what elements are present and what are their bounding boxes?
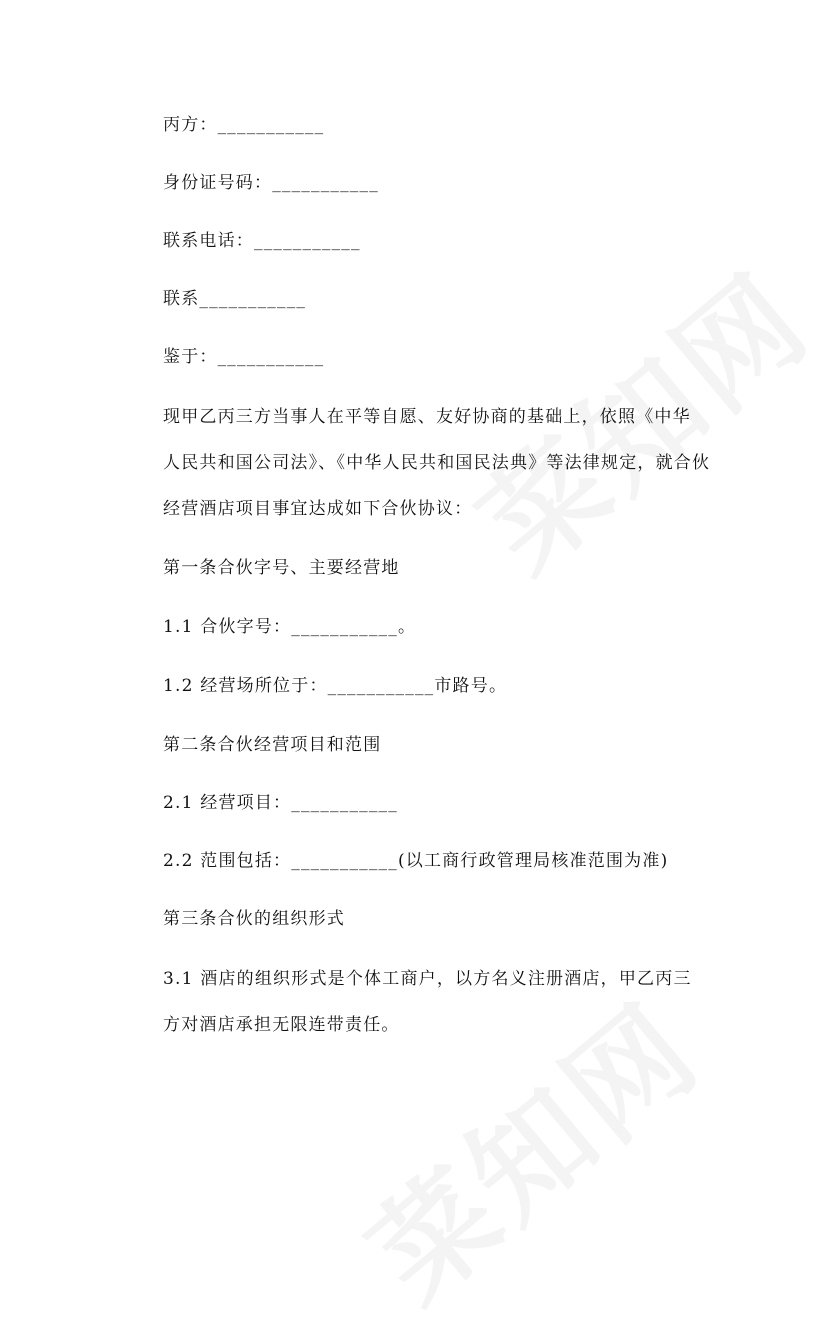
id-number-line: 身份证号码：___________ [163,173,379,193]
clause-2-1: 2.1 经营项目：___________ [163,793,398,813]
phone-line: 联系电话：___________ [163,231,361,251]
article-2-heading: 第二条合伙经营项目和范围 [163,735,382,755]
article-3-heading: 第三条合伙的组织形式 [163,909,345,929]
preamble-line-1: 现甲乙丙三方当事人在平等自愿、友好协商的基础上，依照《中华 [163,407,691,427]
contact-line: 联系___________ [163,289,307,309]
clause-3-1-line-2: 方对酒店承担无限连带责任。 [163,1015,400,1035]
whereas-line: 鉴于：___________ [163,347,325,367]
clause-1-1: 1.1 合伙字号：___________。 [163,617,417,637]
preamble-line-2: 人民共和国公司法》、《中华人民共和国民法典》等法律规定，就合伙 [163,453,711,473]
party-c-line: 丙方：___________ [163,115,325,135]
clause-1-2: 1.2 经营场所位于：___________市路号。 [163,676,508,696]
clause-3-1-line-1: 3.1 酒店的组织形式是个体工商户，以方名义注册酒店，甲乙丙三 [163,969,692,989]
article-1-heading: 第一条合伙字号、主要经营地 [163,558,400,578]
preamble-line-3: 经营酒店项目事宜达成如下合伙协议： [163,499,473,519]
clause-2-2: 2.2 范围包括：___________(以工商行政管理局核准范围为准) [163,851,669,871]
